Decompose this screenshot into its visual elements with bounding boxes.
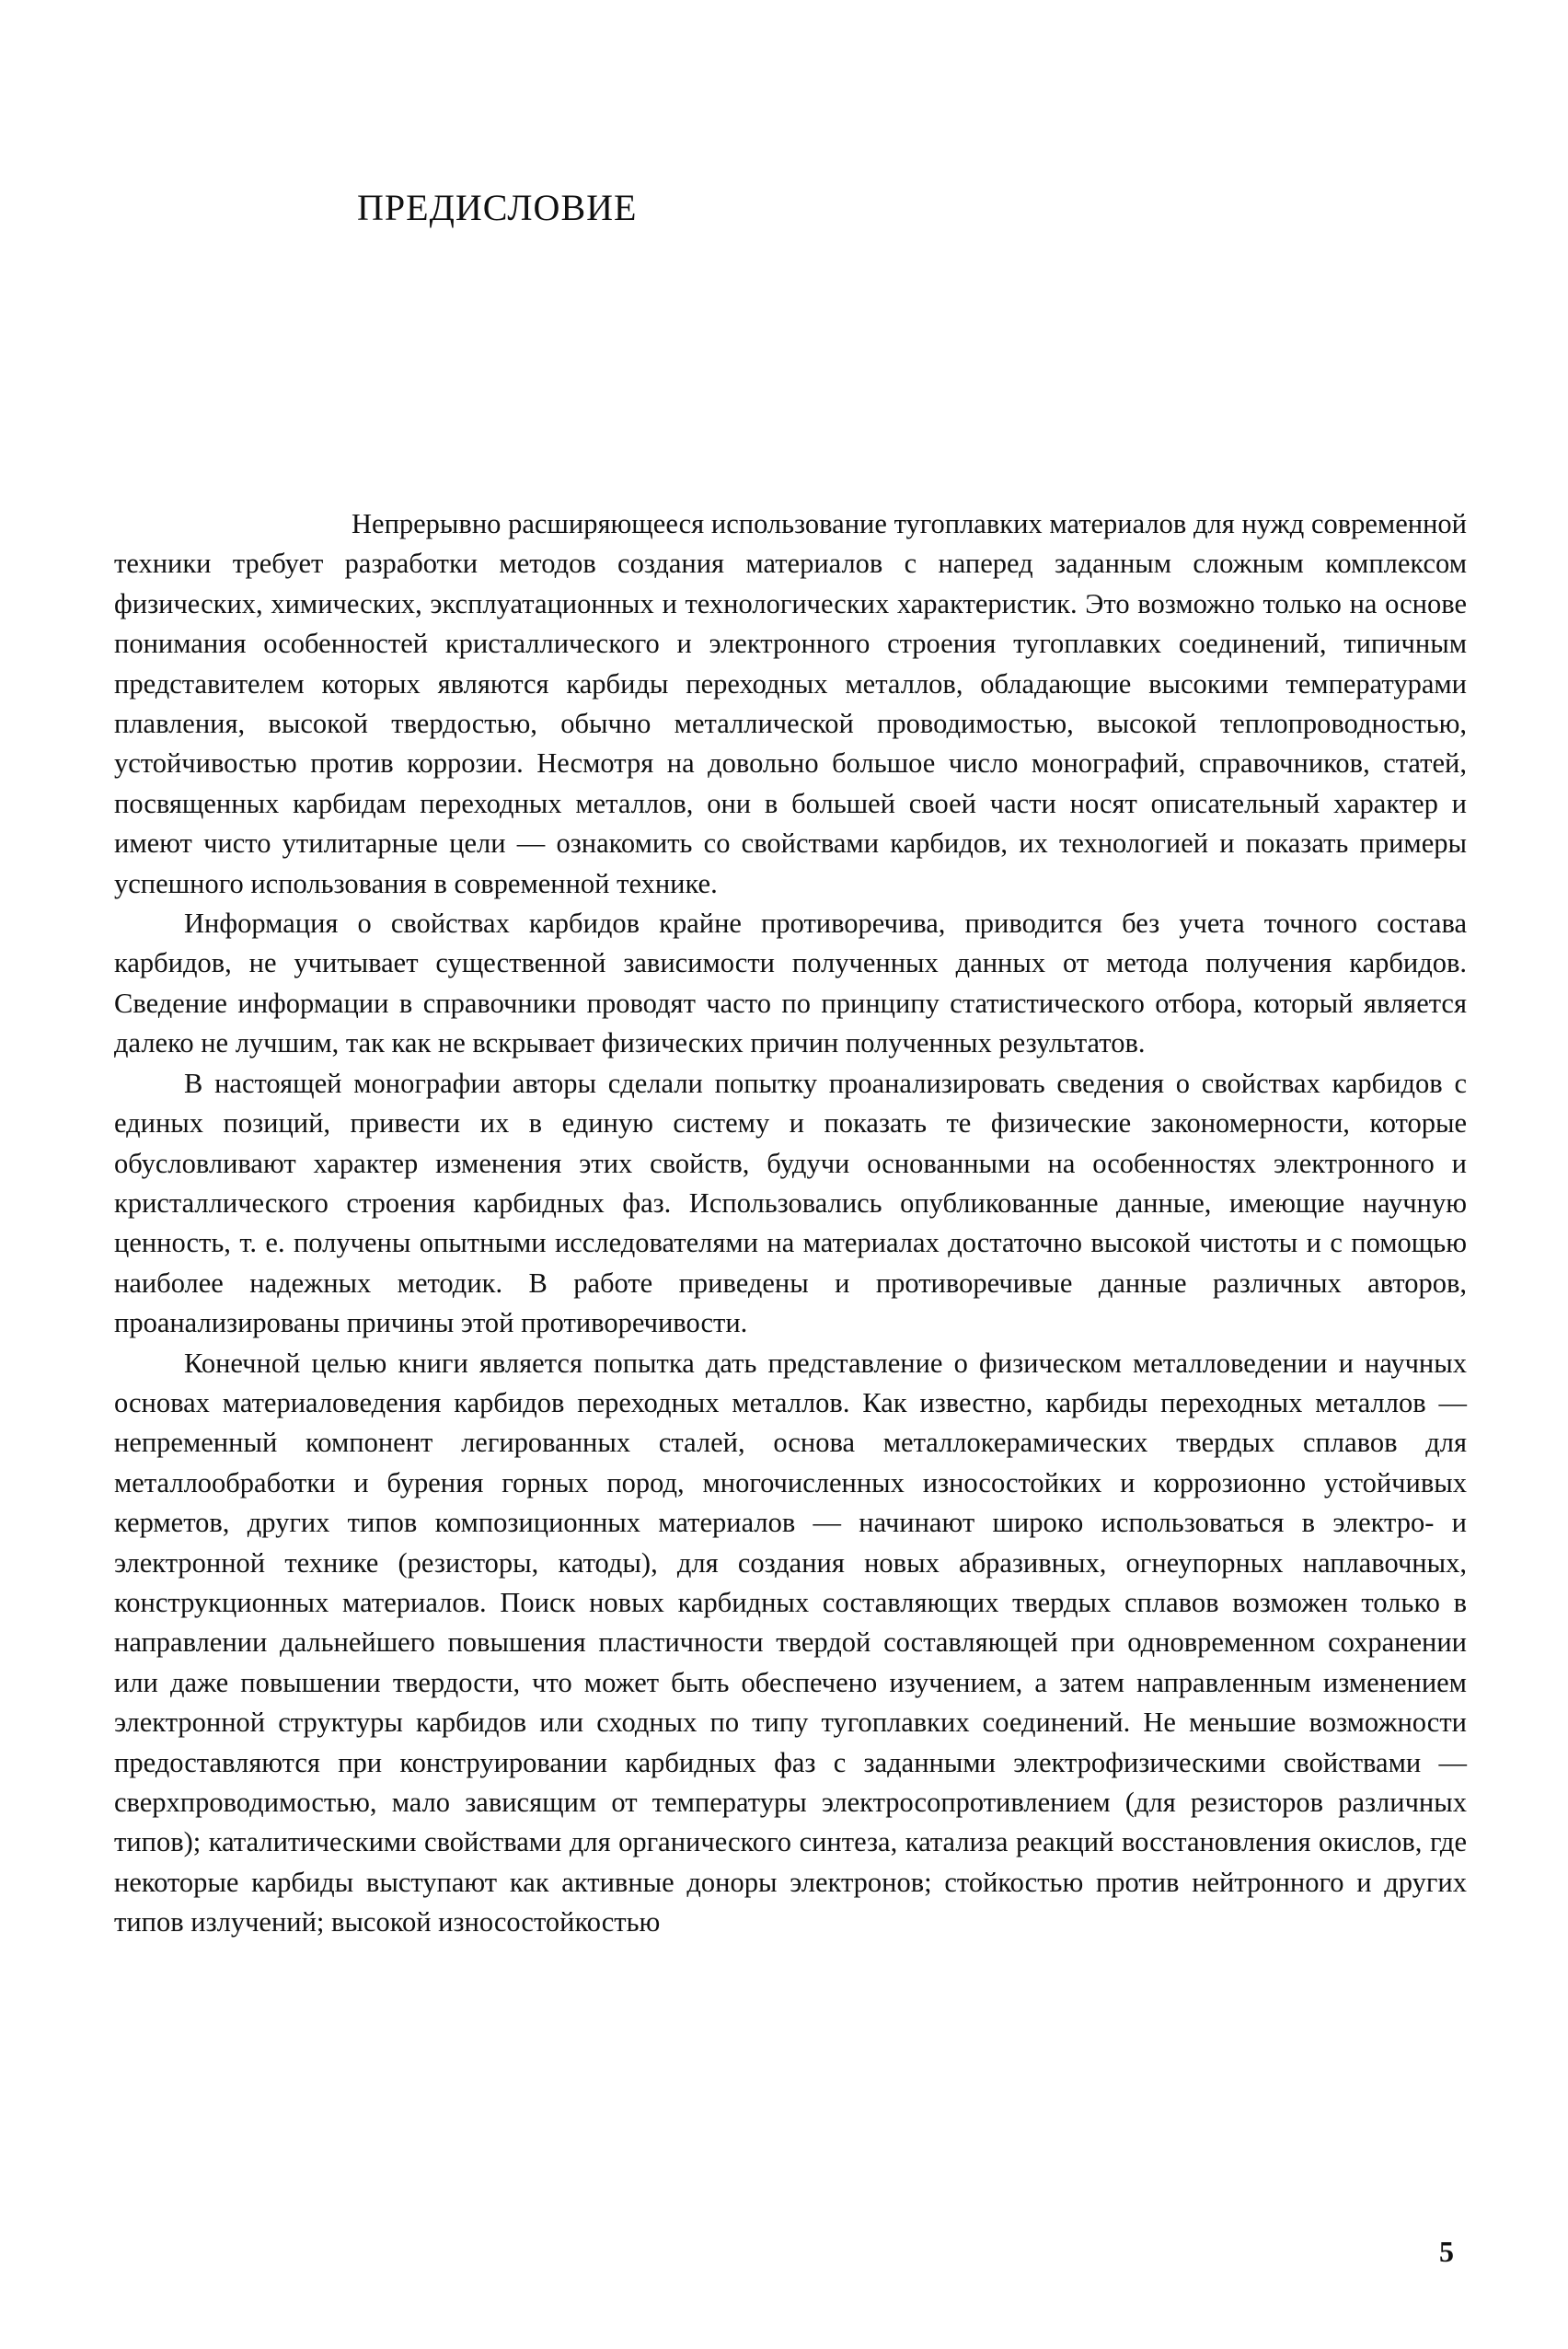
paragraph: Информация о свойствах карбидов крайне противоречива, приводится без учета точного состава карбидов, не учитывает существенной зависимости полученных данных от метода получения карбидов. Сведение информации в справочники проводят часто по принципу статистического отбора, который является далеко не лучшим, так как не вскрывает физических причин полученных результатов. — [114, 908, 1467, 1059]
paragraph: В настоящей монографии авторы сделали попытку проанализировать сведения о свойствах карбидов с единых позиций, привести их в единую систему и показать те физические закономерности, которые обусловливают характер изменения этих свойств, будучи основанными на особенностях электронного и кристаллического строения карбидных фаз. Использовались опубликованные данные, имеющие научную ценность, т. е. получены опытными исследователями на материалах достаточно высокой чистоты и с помощью наиболее надежных методик. В работе приведены и противоречивые данные различных авторов, проанализированы причины этой противоречивости. — [114, 1067, 1467, 1339]
body-text — [114, 504, 1467, 1943]
page-heading: ПРЕДИСЛОВИЕ — [357, 187, 638, 228]
page-number: 5 — [1439, 2235, 1454, 2268]
paragraph: Конечной целью книги является попытка дать представление о физическом металловедении и научных основах материаловедения карбидов переходных металлов. Как известно, карбиды переходных металлов — непременный компонент легированных сталей, основа металлокерамических твердых сплавов для металлообработки и бурения горных пород, многочисленных износостойких и коррозионно устойчивых керметов, других типов композиционных материалов — начинают широко использоваться в электро- и электронной технике (резисторы, катоды), для создания новых абразивных, огнеупорных наплавочных, конструкционных материалов. Поиск новых карбидных составляющих твердых сплавов возможен только в направлении дальнейшего повышения пластичности твердой составляющей при одновременном сохранении или даже повышении твердости, что может быть обеспечено изучением, а затем направленным изменением электронной структуры карбидов или сходных по типу тугоплавких соединений. Не меньшие возможности предоставляются при конструировании карбидных фаз с заданными электрофизическими свойствами — сверхпроводимостью, мало зависящим от температуры электросопротивлением (для резисторов различных типов); каталитическими свойствами для органического синтеза, катализа реакций восстановления окислов, где некоторые карбиды выступают как активные доноры электронов; стойкостью против нейтронного и других типов излучений; высокой износостойкостью — [114, 1347, 1467, 1938]
paragraph: Непрерывно расширяющееся использование тугоплавких материалов для нужд современной техники требует разработки методов создания материалов с наперед заданным сложным комплексом физических, химических, эксплуатационных и технологических характеристик. Это возможно только на основе понимания особенностей кристаллического и электронного строения тугоплавких соединений, типичным представителем которых являются карбиды переходных металлов, обладающие высокими температурами плавления, высокой твердостью, обычно металлической проводимостью, высокой теплопроводностью, устойчивостью против коррозии. Несмотря на довольно большое число монографий, справочников, статей, посвященных карбидам переходных металлов, они в большей своей части носят описательный характер и имеют чисто утилитарные цели — ознакомить со свойствами карбидов, их технологией и показать примеры успешного использования в современной технике. — [114, 508, 1467, 899]
